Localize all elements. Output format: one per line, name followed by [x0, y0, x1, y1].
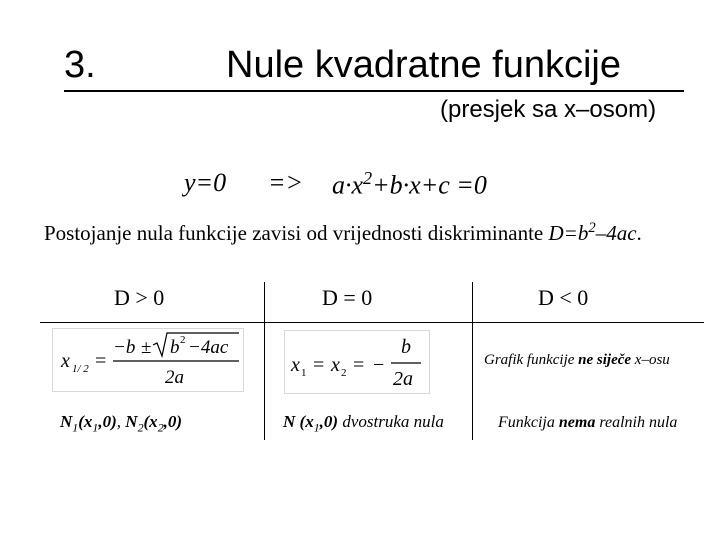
- discriminant-sentence: Postojanje nula funkcije zavisi od vrijednosti diskriminante $D=b^2-4ac$.: [44, 220, 642, 245]
- formula2-x1-sub: 1: [301, 367, 307, 379]
- formula1-b: b: [170, 337, 180, 358]
- root-double: N $(x_1,0)$ dvostruka nula: [283, 412, 444, 435]
- formula2-x2-sub: 2: [341, 367, 347, 379]
- formula1-pm: ±: [141, 337, 152, 358]
- roots-two: $N_1(x_1,0)$, $N_2(x_2,0)$: [60, 412, 183, 435]
- column-header-zero: D = 0: [322, 285, 373, 310]
- formula1-denominator: 2a: [165, 367, 184, 388]
- formula2-x2: x: [331, 354, 340, 376]
- equation-arrow: =>: [268, 168, 304, 197]
- page-subtitle: (presjek sa x–osom): [440, 96, 657, 123]
- column-divider-2: [472, 282, 473, 440]
- formula2-x1: x: [291, 354, 300, 376]
- formula2-eq1: =: [313, 354, 325, 376]
- title-underline: [64, 90, 684, 92]
- graph-no-intersection: Grafik funkcije ne siječe x–osu: [484, 352, 670, 368]
- quadratic-formula: [52, 328, 244, 392]
- no-real-roots: Funkcija nema realnih nula: [498, 414, 678, 431]
- double-root-formula: [284, 330, 430, 394]
- formula1-eq: =: [95, 350, 107, 372]
- formula1-lhs-sub: 1/ 2: [72, 363, 89, 375]
- formula1-4ac: −4ac: [188, 337, 229, 358]
- column-divider-1: [264, 282, 265, 440]
- formula2-denominator: 2a: [393, 368, 413, 390]
- equation-left: y=0: [184, 168, 227, 197]
- formula2-eq2: =: [353, 354, 365, 376]
- formula2-numerator: b: [401, 336, 411, 358]
- formula1-lhs: x: [61, 350, 70, 372]
- page-title: Nule kvadratne funkcije: [226, 44, 621, 86]
- formula2-minus: −: [373, 354, 385, 376]
- column-header-positive: D > 0: [114, 285, 165, 310]
- formula1-sq: 2: [180, 334, 186, 346]
- title-number: 3.: [64, 44, 96, 86]
- table-header-divider: [40, 322, 704, 323]
- formula1-neg-b: −b: [113, 337, 136, 358]
- column-header-negative: D < 0: [538, 285, 589, 310]
- equation-right: $a\cdot x^2+b\cdot x+c =0$: [332, 168, 487, 200]
